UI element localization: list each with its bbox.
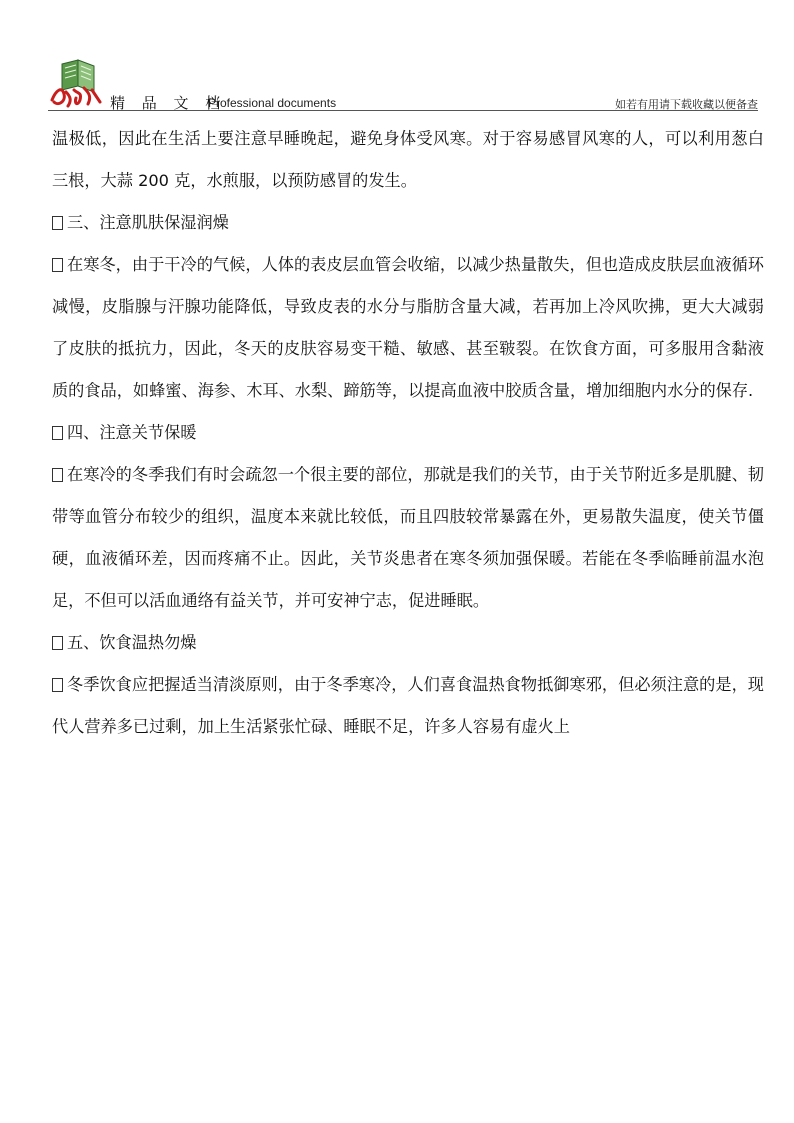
checkbox-glyph-icon [52, 258, 63, 272]
checkbox-glyph-icon [52, 216, 63, 230]
section-heading [52, 202, 764, 244]
header-divider [48, 110, 758, 111]
section-heading [52, 412, 764, 454]
document-body [52, 118, 764, 748]
checkbox-glyph-icon [52, 426, 63, 440]
brand-subtitle: Professional documents [208, 96, 337, 110]
paragraph-text: 在寒冷的冬季我们有时会疏忽一个很主要的部位，那就是我们的关节，由于关节附近多是肌腱、韧带等血管分布较少的组织，温度本来就比较低，而且四肢较常暴露在外，更易散失温度，使关节僵硬，血液循环差，因而疼痛不止。因此，关节炎患者在寒冬须加强保暖。若能在冬季临睡前温水泡足，不但可以活血通络有益关节，并可安神宁志，促进睡眠。 [52, 465, 764, 610]
checkbox-glyph-icon [52, 468, 63, 482]
paragraph [52, 244, 764, 412]
paragraph [52, 454, 764, 622]
paragraph-text: 冬季饮食应把握适当清淡原则，由于冬季寒冷，人们喜食温热食物抵御寒邪，但必须注意的是，现代人营养多已过剩，加上生活紧张忙碌、睡眠不足，许多人容易有虚火上 [52, 675, 764, 736]
book-logo-icon [48, 56, 104, 108]
paragraph-text: 在寒冬，由于干冷的气候，人体的表皮层血管会收缩，以减少热量散失，但也造成皮肤层血液循环减慢，皮脂腺与汗腺功能降低，导致皮表的水分与脂肪含量大减，若再加上冷风吹拂，更大大减弱了皮肤的抵抗力，因此，冬天的皮肤容易变干糙、敏感、甚至皲裂。在饮食方面，可多服用含黏液质的食品，如蜂蜜、海参、木耳、水梨、蹄筋等，以提高血液中胶质含量，增加细胞内水分的保存. [52, 255, 764, 400]
checkbox-glyph-icon [52, 636, 63, 650]
section-heading-text: 三、注意肌肤保湿润燥 [67, 213, 229, 232]
paragraph-text: 温极低，因此在生活上要注意早睡晚起，避免身体受风寒。对于容易感冒风寒的人，可以利用葱白三根，大蒜 200 克，水煎服，以预防感冒的发生。 [52, 129, 764, 190]
header-note: 如若有用请下载收藏以便备查 [615, 98, 758, 111]
section-heading-text: 四、注意关节保暖 [67, 423, 197, 442]
brand-title: 精 品 文 档 [110, 94, 227, 112]
section-heading [52, 622, 764, 664]
page-header [48, 56, 758, 112]
section-heading-text: 五、饮食温热勿燥 [67, 633, 197, 652]
paragraph [52, 118, 764, 202]
paragraph [52, 664, 764, 748]
checkbox-glyph-icon [52, 678, 63, 692]
